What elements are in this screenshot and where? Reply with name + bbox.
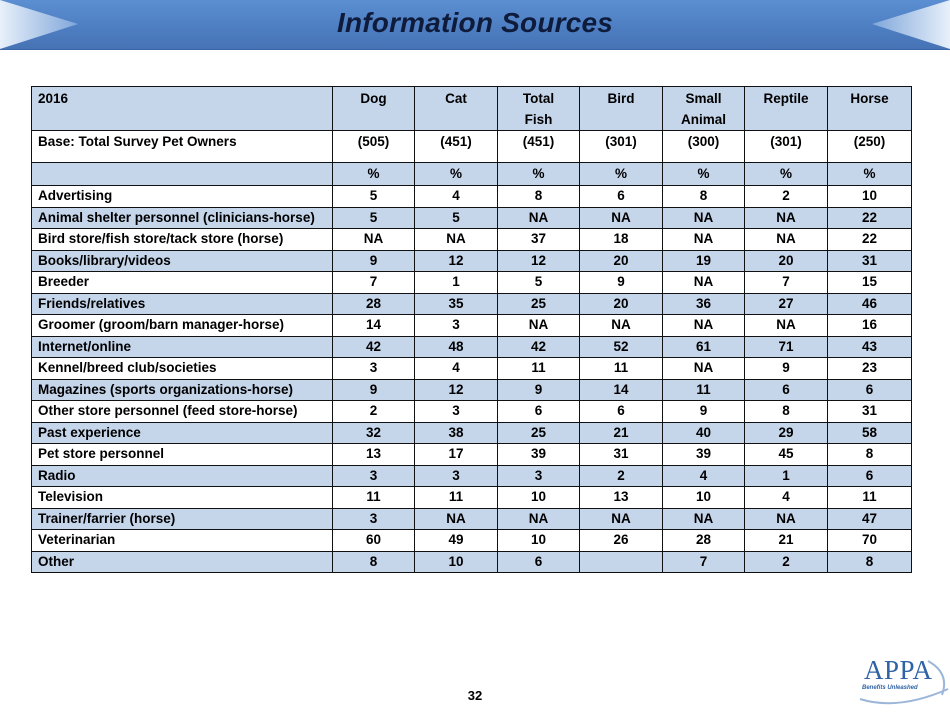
table-cell: 11 xyxy=(333,487,415,509)
table-cell: 9 xyxy=(333,250,415,272)
row-label: Advertising xyxy=(32,186,333,208)
table-cell: 58 xyxy=(828,422,912,444)
table-cell: 6 xyxy=(498,551,580,573)
table-cell: NA xyxy=(663,272,745,294)
table-cell: NA xyxy=(580,508,663,530)
column-header-line1: Small xyxy=(685,91,722,106)
base-value: (250) xyxy=(828,131,912,163)
column-header-line1: Cat xyxy=(445,91,467,106)
table-cell: 11 xyxy=(828,487,912,509)
logo-tagline: Benefits Unleashed xyxy=(862,685,918,691)
appa-logo xyxy=(858,655,950,713)
column-header xyxy=(580,87,663,131)
table-cell: 10 xyxy=(663,487,745,509)
table-cell: 19 xyxy=(663,250,745,272)
column-header-line1: Horse xyxy=(850,91,889,106)
percent-cell: % xyxy=(745,163,828,186)
table-cell: 2 xyxy=(745,551,828,573)
table-cell: 46 xyxy=(828,293,912,315)
table-cell: 39 xyxy=(663,444,745,466)
percent-cell: % xyxy=(580,163,663,186)
row-label: Breeder xyxy=(32,272,333,294)
base-value: (505) xyxy=(333,131,415,163)
base-label: Base: Total Survey Pet Owners xyxy=(32,131,333,163)
table-cell: 27 xyxy=(745,293,828,315)
page-title: Information Sources xyxy=(336,7,614,38)
table-cell: 6 xyxy=(828,465,912,487)
table-cell: 4 xyxy=(663,465,745,487)
row-label: Trainer/farrier (horse) xyxy=(32,508,333,530)
table-cell: 12 xyxy=(415,250,498,272)
table-cell: 9 xyxy=(333,379,415,401)
column-header-line1: Dog xyxy=(360,91,387,106)
table-cell: NA xyxy=(745,207,828,229)
column-header xyxy=(333,87,415,131)
table-cell: 4 xyxy=(415,358,498,380)
column-header xyxy=(498,87,580,131)
table-cell: 2 xyxy=(333,401,415,423)
table-cell: 18 xyxy=(580,229,663,251)
table-row xyxy=(32,422,912,444)
table-cell: 11 xyxy=(498,358,580,380)
table-cell: 42 xyxy=(498,336,580,358)
table-cell: 45 xyxy=(745,444,828,466)
table-row xyxy=(32,336,912,358)
table-cell: 20 xyxy=(580,293,663,315)
table-cell: 7 xyxy=(333,272,415,294)
table-cell: 3 xyxy=(415,315,498,337)
table-cell: 29 xyxy=(745,422,828,444)
table-cell: 48 xyxy=(415,336,498,358)
table-cell: 31 xyxy=(580,444,663,466)
column-header-line1: Bird xyxy=(607,91,635,106)
table-cell: 35 xyxy=(415,293,498,315)
table-cell: 8 xyxy=(498,186,580,208)
row-label: Veterinarian xyxy=(32,530,333,552)
table-cell: NA xyxy=(415,229,498,251)
table-cell: 13 xyxy=(333,444,415,466)
table-cell: 6 xyxy=(828,379,912,401)
table-cell: 11 xyxy=(415,487,498,509)
percent-cell: % xyxy=(663,163,745,186)
percent-cell: % xyxy=(498,163,580,186)
column-header xyxy=(745,87,828,131)
table-cell: 10 xyxy=(828,186,912,208)
table-cell: 3 xyxy=(498,465,580,487)
table-cell: 4 xyxy=(415,186,498,208)
table-row xyxy=(32,530,912,552)
table-cell: 6 xyxy=(580,401,663,423)
column-header-line1: Total xyxy=(522,91,555,106)
table-cell: 17 xyxy=(415,444,498,466)
table-row xyxy=(32,272,912,294)
table-cell: 3 xyxy=(333,465,415,487)
table-cell: 22 xyxy=(828,229,912,251)
table-cell: 32 xyxy=(333,422,415,444)
table-cell: NA xyxy=(663,358,745,380)
base-value: (451) xyxy=(415,131,498,163)
table-cell: 71 xyxy=(745,336,828,358)
table-cell: 1 xyxy=(415,272,498,294)
table-cell: 52 xyxy=(580,336,663,358)
table-row xyxy=(32,487,912,509)
table-cell: 4 xyxy=(745,487,828,509)
table-cell: 20 xyxy=(745,250,828,272)
table-cell: NA xyxy=(745,229,828,251)
table-row xyxy=(32,315,912,337)
column-header xyxy=(415,87,498,131)
table-cell: 2 xyxy=(580,465,663,487)
table-cell: 5 xyxy=(333,207,415,229)
column-header-line2: Fish xyxy=(524,112,553,127)
row-label: Radio xyxy=(32,465,333,487)
table-cell: NA xyxy=(663,207,745,229)
table-cell: NA xyxy=(745,508,828,530)
base-value: (301) xyxy=(745,131,828,163)
table-cell: 23 xyxy=(828,358,912,380)
table-cell: 8 xyxy=(663,186,745,208)
table-cell: 13 xyxy=(580,487,663,509)
row-label: Books/library/videos xyxy=(32,250,333,272)
table-cell: 14 xyxy=(580,379,663,401)
table-row xyxy=(32,465,912,487)
table-cell: 6 xyxy=(745,379,828,401)
row-label: Internet/online xyxy=(32,336,333,358)
table-cell: 8 xyxy=(745,401,828,423)
table-cell: 3 xyxy=(333,508,415,530)
table-cell: 9 xyxy=(663,401,745,423)
table-cell: 7 xyxy=(745,272,828,294)
percent-cell: % xyxy=(333,163,415,186)
header-row xyxy=(32,87,912,131)
table-row xyxy=(32,207,912,229)
table-cell: NA xyxy=(498,207,580,229)
table-cell: NA xyxy=(415,508,498,530)
table-cell: 10 xyxy=(498,530,580,552)
table-cell: 12 xyxy=(415,379,498,401)
row-label: Other xyxy=(32,551,333,573)
row-label: Animal shelter personnel (clinicians-horse) xyxy=(32,207,333,229)
table-cell: NA xyxy=(580,315,663,337)
table-row xyxy=(32,508,912,530)
table-cell: 20 xyxy=(580,250,663,272)
row-label: Groomer (groom/barn manager-horse) xyxy=(32,315,333,337)
table-cell: 10 xyxy=(415,551,498,573)
row-label: Friends/relatives xyxy=(32,293,333,315)
row-label: Bird store/fish store/tack store (horse) xyxy=(32,229,333,251)
column-header xyxy=(663,87,745,131)
table-cell: 40 xyxy=(663,422,745,444)
table-cell: 15 xyxy=(828,272,912,294)
table-cell: 9 xyxy=(580,272,663,294)
table-row xyxy=(32,358,912,380)
page-number: 32 xyxy=(467,688,483,703)
table-cell: 3 xyxy=(415,465,498,487)
table-cell: NA xyxy=(663,315,745,337)
table-cell: 7 xyxy=(663,551,745,573)
column-header-line2: Animal xyxy=(680,112,726,127)
table-cell: NA xyxy=(498,508,580,530)
table-cell: 2 xyxy=(745,186,828,208)
table-row xyxy=(32,444,912,466)
row-label: Kennel/breed club/societies xyxy=(32,358,333,380)
table-cell: 36 xyxy=(663,293,745,315)
row-label: Other store personnel (feed store-horse) xyxy=(32,401,333,423)
table-cell: 70 xyxy=(828,530,912,552)
percent-cell: % xyxy=(415,163,498,186)
table-cell: 10 xyxy=(498,487,580,509)
table-cell: NA xyxy=(663,229,745,251)
table-cell: 5 xyxy=(415,207,498,229)
row-label: Magazines (sports organizations-horse) xyxy=(32,379,333,401)
logo-text: APPA xyxy=(864,655,933,685)
table-cell: NA xyxy=(663,508,745,530)
table-cell: 21 xyxy=(580,422,663,444)
year-header: 2016 xyxy=(32,87,333,131)
table-cell: 38 xyxy=(415,422,498,444)
table-cell: NA xyxy=(745,315,828,337)
table-cell: 14 xyxy=(333,315,415,337)
table-cell: 5 xyxy=(333,186,415,208)
table-cell: 22 xyxy=(828,207,912,229)
table-cell: 8 xyxy=(828,444,912,466)
table-cell: 12 xyxy=(498,250,580,272)
table-cell: 6 xyxy=(498,401,580,423)
table-cell: 31 xyxy=(828,250,912,272)
table-cell: 8 xyxy=(333,551,415,573)
table-cell: 49 xyxy=(415,530,498,552)
table-cell: 6 xyxy=(580,186,663,208)
row-label: Pet store personnel xyxy=(32,444,333,466)
table-row xyxy=(32,379,912,401)
percent-cell: % xyxy=(828,163,912,186)
table-cell: 61 xyxy=(663,336,745,358)
table-row xyxy=(32,186,912,208)
percent-label xyxy=(32,163,333,186)
table-cell: 60 xyxy=(333,530,415,552)
information-sources-table xyxy=(31,86,912,573)
column-header xyxy=(828,87,912,131)
table-cell: 28 xyxy=(333,293,415,315)
table-row xyxy=(32,250,912,272)
table-cell: 11 xyxy=(580,358,663,380)
table-cell: 43 xyxy=(828,336,912,358)
table-cell: 3 xyxy=(333,358,415,380)
table-cell: 1 xyxy=(745,465,828,487)
table-cell: 25 xyxy=(498,293,580,315)
table-cell: 31 xyxy=(828,401,912,423)
percent-row xyxy=(32,163,912,186)
table-row xyxy=(32,401,912,423)
table-cell: 26 xyxy=(580,530,663,552)
table-cell: 39 xyxy=(498,444,580,466)
table-cell: 42 xyxy=(333,336,415,358)
table-cell: 8 xyxy=(828,551,912,573)
table-cell: 16 xyxy=(828,315,912,337)
table-row xyxy=(32,229,912,251)
row-label: Past experience xyxy=(32,422,333,444)
table-cell: 37 xyxy=(498,229,580,251)
table-cell: 25 xyxy=(498,422,580,444)
column-header-line1: Reptile xyxy=(763,91,809,106)
table-row xyxy=(32,293,912,315)
table-cell: 11 xyxy=(663,379,745,401)
base-row xyxy=(32,131,912,163)
table-cell: NA xyxy=(498,315,580,337)
base-value: (300) xyxy=(663,131,745,163)
table-cell: 21 xyxy=(745,530,828,552)
row-label: Television xyxy=(32,487,333,509)
table-cell: 28 xyxy=(663,530,745,552)
table-cell: 5 xyxy=(498,272,580,294)
base-value: (301) xyxy=(580,131,663,163)
table-cell xyxy=(580,551,663,573)
table-cell: 3 xyxy=(415,401,498,423)
table-cell: 9 xyxy=(745,358,828,380)
base-value: (451) xyxy=(498,131,580,163)
table-cell: 9 xyxy=(498,379,580,401)
table-row xyxy=(32,551,912,573)
table-cell: 47 xyxy=(828,508,912,530)
table-cell: NA xyxy=(333,229,415,251)
table-cell: NA xyxy=(580,207,663,229)
